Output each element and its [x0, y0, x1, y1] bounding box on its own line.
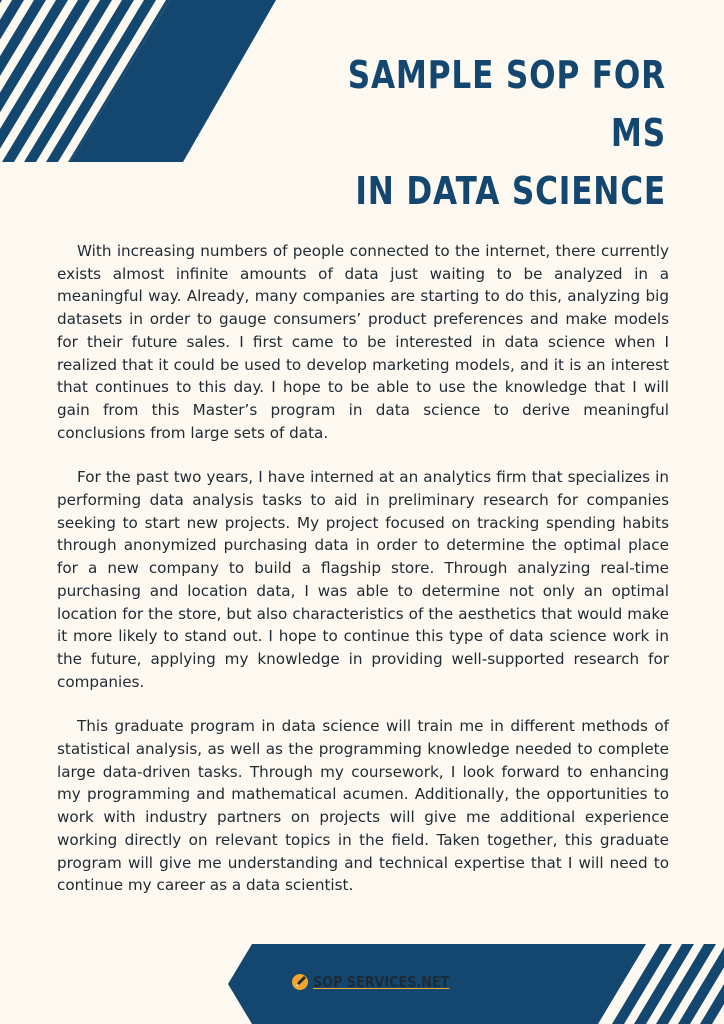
logo-text: SOP SERVICES.NET — [313, 973, 450, 991]
pen-icon — [290, 972, 310, 992]
document-body — [57, 240, 669, 919]
header-decoration — [0, 0, 280, 162]
paragraph-2: For the past two years, I have interned at an analytics firm that specializes in performing data analysis tasks to aid in preliminary research for companies seeking to start new projects. My project focused on tracking spending habits through anonymized purchasing data in order to determine the optimal place for a new company to build a flagship store. Through analyzing real-time purchasing and location data, I was able to determine not only an optimal location for the store, but also characteristics of the aesthetics that would make it more likely to stand out. I hope to continue this type of data science work in the future, applying my knowledge in providing well-supported research for companies. — [57, 468, 669, 691]
brand-logo[interactable] — [290, 972, 473, 992]
title-line-1: SAMPLE SOP FOR MS — [347, 53, 666, 155]
paragraph-1: With increasing numbers of people connected to the internet, there currently exists almost infinite amounts of data just waiting to be analyzed in a meaningful way. Already, many companies are starting to do this, analyzing big datasets in order to gauge consumers’ product preferences and make models for their future sales. I first came to be interested in data science when I realized that it could be used to develop marketing models, and it is an interest that continues to this day. I hope to be able to use the knowledge that I will gain from this Master’s program in data science to derive meaningful conclusions from large sets of data. — [57, 242, 669, 442]
page-title — [322, 46, 666, 220]
title-line-2: IN DATA SCIENCE — [355, 169, 666, 213]
paragraph-3: This graduate program in data science will train me in different methods of statistical analysis, as well as the programming knowledge needed to complete large data-driven tasks. Through my coursework, I look forward to enhancing my programming and mathematical acumen. Additionally, the opportunities to work with industry partners on projects will give me additional experience working directly on relevant topics in the field. Taken together, this graduate program will give me understanding and technical expertise that I will need to continue my career as a data scientist. — [57, 717, 669, 895]
